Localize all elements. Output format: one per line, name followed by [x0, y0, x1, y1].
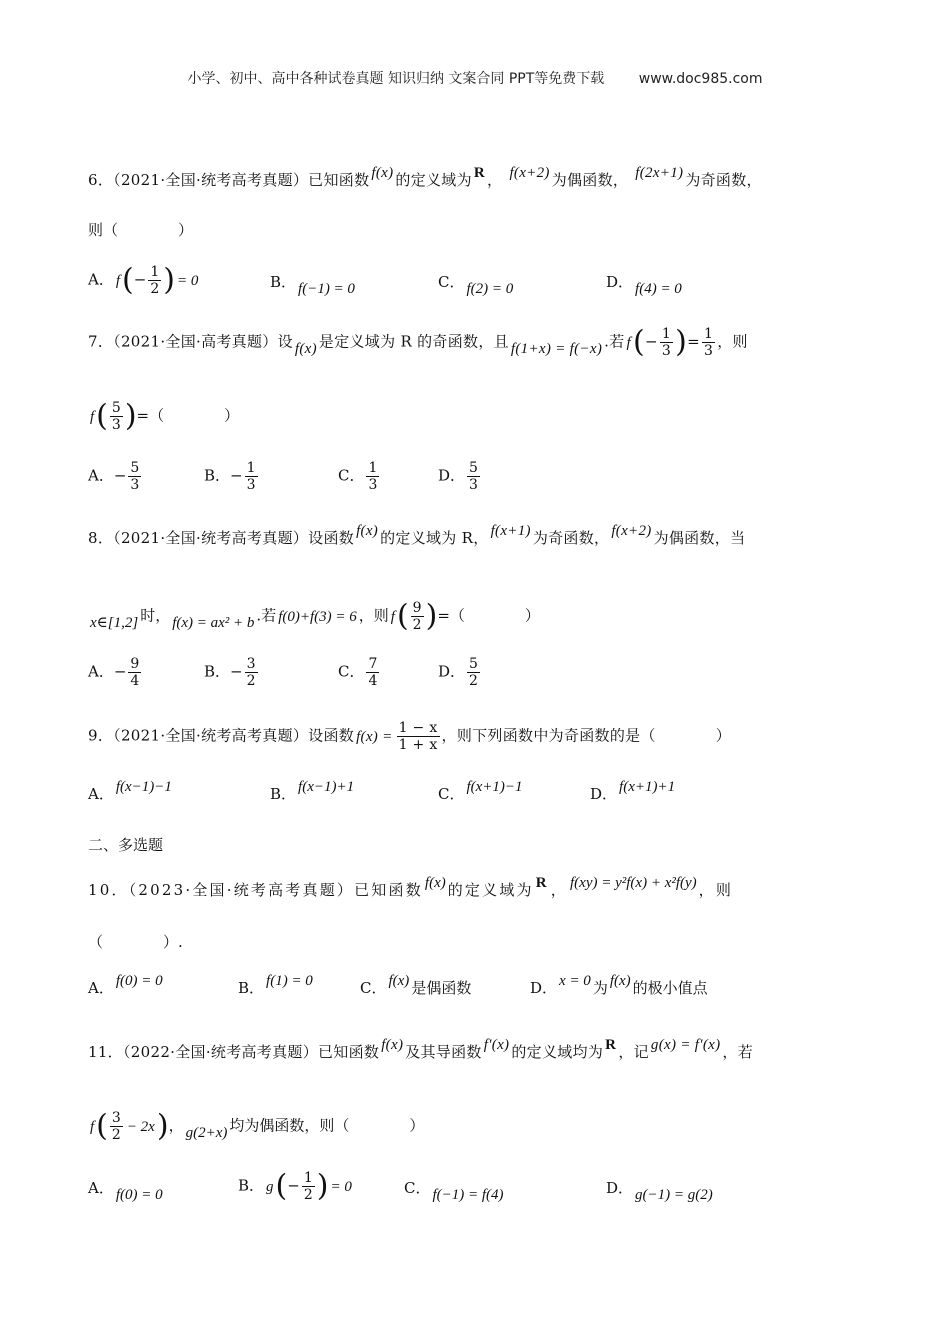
q9-def-pre: f(x) = — [356, 728, 393, 745]
q7-frac — [660, 326, 673, 359]
q6-then-open: 则（ — [88, 221, 119, 239]
q10-eq: f(xy) = y²f(x) + x²f(y) — [570, 875, 697, 891]
q9-option-a[interactable] — [88, 779, 174, 807]
q8-option-c-num: 7 — [368, 656, 378, 672]
q8-option-d-label: D． — [438, 662, 466, 681]
q10-option-c[interactable] — [360, 973, 472, 1001]
q6-option-b-label: B． — [270, 273, 297, 291]
q11-option-b-eq: = 0 — [330, 1178, 352, 1195]
q9-number: 9． — [88, 726, 114, 745]
q7-fx: f(x) — [294, 340, 317, 357]
q7-option-c-label: C． — [338, 466, 365, 485]
q6-option-a[interactable]: A． f(− $\frac{1}{2}$ ) = 0 — [88, 262, 199, 298]
q11-option-d-label: D． — [606, 1179, 634, 1197]
q6-option-a-den: 2 — [150, 281, 160, 297]
q9-option-c[interactable] — [438, 779, 525, 807]
q11-option-d-math: g(−1) = g(2) — [635, 1187, 713, 1203]
q7-ask-frac — [110, 400, 123, 433]
q10-comma: ， — [550, 881, 568, 899]
q11-option-b-g: g — [266, 1178, 274, 1195]
q8-text4: 时， — [140, 606, 171, 625]
q11-option-b-num: 1 — [303, 1170, 313, 1186]
question-11 — [88, 1037, 878, 1065]
q10-fx: f(x) — [424, 875, 446, 891]
q11-option-c[interactable] — [404, 1176, 506, 1201]
q6-option-d-math: f(4) = 0 — [635, 281, 682, 297]
q7-option-b-label: B． — [204, 466, 231, 485]
q9-option-a-label: A． — [88, 785, 114, 803]
q7-option-a-den: 3 — [130, 477, 140, 493]
q8-option-b-den: 2 — [246, 673, 256, 689]
q11-text5: 均为偶函数，则（ — [229, 1116, 350, 1135]
q6-then-close: ） — [178, 221, 194, 239]
q9-option-c-math: f(x+1)−1 — [466, 779, 523, 795]
q11-f-den: 2 — [111, 1127, 121, 1143]
q8-text3: 为偶函数，当 — [653, 529, 746, 547]
q7-option-c-num: 1 — [368, 460, 378, 476]
q8-option-a-num: 9 — [130, 656, 140, 672]
q8-option-b-label: B． — [204, 662, 231, 681]
q10-option-d-math2: f(x) — [609, 973, 631, 989]
q6-text2: 为偶函数， — [551, 171, 629, 189]
q10-option-a-label: A． — [88, 979, 114, 997]
q6-option-b[interactable] — [270, 270, 357, 295]
q11-f: f — [90, 1118, 95, 1135]
q8-option-c-label: C． — [338, 662, 365, 681]
q11-close: ） — [409, 1116, 425, 1135]
q7-ask-close: ） — [224, 406, 240, 425]
q11-line2: f( $\frac{3}{2}$ − 2x)， g(2+x) 均为偶函数，则（ ） — [90, 1108, 425, 1144]
question-6 — [88, 165, 878, 193]
q11-g2: g(2+x) — [185, 1124, 228, 1141]
q9-source: （2021·全国·统考高考真题）设函数 — [113, 726, 355, 745]
q7-option-d-label: D． — [438, 466, 466, 485]
q7-option-c-den: 3 — [368, 477, 378, 493]
q7-text3: ，则 — [717, 332, 748, 351]
q10-text1: 的定义域为 — [447, 881, 534, 899]
q11-option-a-math: f(0) = 0 — [115, 1187, 163, 1203]
q8-option-d-den: 2 — [469, 673, 478, 689]
q6-source: （2021·全国·统考高考真题）已知函数 — [113, 171, 370, 189]
q10-option-b-label: B． — [238, 979, 265, 997]
q7-ask-num: 5 — [111, 400, 121, 416]
q7-rhs-frac — [702, 326, 715, 359]
q8-ask-num: 9 — [412, 600, 422, 616]
q8-cond: x∈[1,2] — [90, 614, 139, 631]
q11-option-b-den: 2 — [303, 1187, 313, 1203]
q6-option-d[interactable] — [606, 270, 684, 295]
q7-ask-tail: =（ — [136, 406, 165, 425]
q9-option-b-math: f(x−1)+1 — [298, 779, 355, 795]
q6-option-a-frac — [148, 264, 161, 297]
q11-option-d[interactable] — [606, 1176, 715, 1201]
q10-ask — [88, 930, 878, 954]
q11-option-a-label: A． — [88, 1179, 114, 1197]
q9-option-b[interactable] — [270, 779, 356, 807]
q7-number: 7． — [88, 332, 114, 351]
q6-option-b-math: f(−1) = 0 — [298, 281, 355, 297]
q6-fx: f(x) — [371, 165, 394, 181]
q7-frac-num: 1 — [661, 326, 672, 342]
q8-number: 8． — [88, 529, 114, 547]
q8-fx2: f(x+2) — [611, 523, 652, 539]
q8-option-d-num: 5 — [469, 656, 478, 672]
q11-g: g(x) = f′(x) — [650, 1037, 721, 1053]
q9-option-d-label: D． — [590, 785, 618, 803]
q11-fpx: f′(x) — [483, 1037, 510, 1053]
q7-option-a-num: 5 — [130, 460, 140, 476]
q10-number: 10． — [88, 881, 129, 899]
q6-option-a-eq: = 0 — [176, 272, 199, 289]
q10-option-a-math: f(0) = 0 — [115, 973, 163, 989]
q9-option-a-math: f(x−1)−1 — [115, 779, 172, 795]
section-multi-choice: 二、多选题 — [88, 836, 164, 854]
q8-close: ） — [524, 606, 540, 625]
q9-def-num: 1 − x — [398, 720, 438, 736]
q8-option-a[interactable]: A．− $\frac{9}{4}$ — [88, 656, 140, 689]
q7-text2: .若 — [604, 332, 625, 351]
q11-text3: ，记 — [618, 1043, 649, 1061]
q9-close: ） — [715, 726, 732, 745]
q10-option-d-math: x = 0 — [559, 973, 591, 989]
question-10 — [88, 875, 878, 903]
q11-option-c-label: C． — [404, 1179, 431, 1197]
q8-def: f(x) = ax² + b — [172, 614, 255, 631]
q8-sum: f(0)+f(3) = 6 — [278, 608, 357, 625]
q8-text6: ，则 — [358, 606, 389, 625]
q9-option-b-label: B． — [270, 785, 297, 803]
q7-option-d-num: 5 — [469, 460, 478, 476]
q8-text5: .若 — [256, 606, 277, 625]
q10-option-c-math: f(x) — [388, 973, 410, 989]
q9-option-d[interactable] — [590, 779, 677, 807]
q9-def-den: 1 + x — [398, 737, 438, 753]
q7-option-b-num: 1 — [246, 460, 256, 476]
q11-fx: f(x) — [381, 1037, 404, 1053]
q11-text2: 的定义域均为 — [511, 1043, 604, 1061]
q6-text1: 的定义域为 — [395, 171, 472, 189]
q11-f-tail: − 2x — [126, 1118, 155, 1135]
q6-comma: ， — [487, 171, 503, 189]
q10-option-b[interactable] — [238, 973, 315, 1001]
q7-option-c[interactable] — [338, 460, 381, 493]
header-text: 小学、初中、高中各种试卷真题 知识归纳 文案合同 PPT等免费下载 — [187, 71, 605, 87]
q10-option-b-math: f(1) = 0 — [266, 973, 313, 989]
q8-fx: f(x) — [356, 523, 379, 539]
q11-text4: ，若 — [722, 1043, 753, 1061]
q6-f2x1: f(2x+1) — [635, 165, 684, 181]
q6-option-c-label: C． — [438, 273, 465, 291]
q7-text1: 是定义域为 R 的奇函数，且 — [318, 332, 509, 351]
q6-option-a-label: A． — [88, 270, 114, 289]
q10-ask-open: （ — [88, 933, 104, 951]
q7-frac-den: 3 — [661, 343, 672, 359]
q9-text1: ，则下列函数中为奇函数的是（ — [441, 726, 656, 745]
q7-option-b[interactable]: B．− $\frac{1}{3}$ — [204, 460, 256, 493]
q8-option-a-den: 4 — [130, 673, 140, 689]
q11-R: R — [605, 1037, 617, 1053]
q11-option-b[interactable]: B． g(− $\frac{1}{2}$ ) = 0 — [238, 1168, 352, 1204]
q7-rhs-num: 1 — [703, 326, 714, 342]
q11-option-a[interactable] — [88, 1176, 165, 1201]
q6-text3: 为奇函数， — [685, 171, 762, 189]
q8-ask-den: 2 — [412, 617, 422, 633]
q8-source: （2021·全国·统考高考真题）设函数 — [113, 529, 355, 547]
q10-option-c-label: C． — [360, 979, 387, 997]
q7-eq: f(1+x) = f(−x) — [510, 340, 603, 357]
q8-fx1: f(x+1) — [490, 523, 531, 539]
q6-number: 6． — [88, 171, 114, 189]
q9-option-c-label: C． — [438, 785, 465, 803]
q8-ask-tail: =（ — [437, 606, 465, 625]
q11-option-c-math: f(−1) = f(4) — [432, 1187, 504, 1203]
q10-text2: ，则 — [698, 881, 734, 899]
q10-option-d-text2: 的极小值点 — [632, 979, 708, 997]
q7-rhs-den: 3 — [703, 343, 714, 359]
q8-option-a-label: A． — [88, 662, 114, 681]
q10-option-d[interactable] — [530, 973, 708, 1001]
q10-option-c-text: 是偶函数 — [411, 979, 472, 997]
q7-option-a[interactable]: A．− $\frac{5}{3}$ — [88, 460, 140, 493]
page-header — [0, 68, 950, 88]
q8-option-b[interactable]: B．− $\frac{3}{2}$ — [204, 656, 256, 689]
q11-comma: ， — [168, 1116, 184, 1135]
q8-text2: 为奇函数， — [532, 529, 610, 547]
q6-option-a-f: f — [115, 272, 121, 289]
q6-fx2: f(x+2) — [509, 165, 550, 181]
q11-f-num: 3 — [111, 1110, 121, 1126]
q10-ask-close: ）. — [163, 933, 183, 951]
question-9 — [88, 720, 878, 753]
q7-option-b-den: 3 — [246, 477, 256, 493]
header-site: www.doc985.com — [638, 71, 763, 87]
q7-ask-den: 3 — [111, 417, 121, 433]
q11-text1: 及其导函数 — [405, 1043, 482, 1061]
q11-option-b-label: B． — [238, 1176, 265, 1195]
q7-option-a-label: A． — [88, 466, 114, 485]
q6-option-c[interactable] — [438, 270, 515, 295]
q8-option-c-den: 4 — [368, 673, 378, 689]
q8-text1: 的定义域为 R， — [380, 529, 489, 547]
q6-option-a-num: 1 — [150, 264, 160, 280]
q10-option-a[interactable] — [88, 973, 165, 1001]
q6-option-c-math: f(2) = 0 — [466, 281, 514, 297]
q7-option-d[interactable] — [438, 460, 482, 493]
q11-number: 11． — [88, 1043, 123, 1061]
q7-option-d-den: 3 — [469, 477, 478, 493]
q8-option-d[interactable] — [438, 656, 482, 689]
q10-source: （2023·全国·统考高考真题）已知函数 — [128, 881, 423, 899]
q11-source: （2022·全国·统考高考真题）已知函数 — [123, 1043, 380, 1061]
q9-option-d-math: f(x+1)+1 — [619, 779, 676, 795]
q8-line2: x∈[1,2] 时， f(x) = ax² + b .若 f(0)+f(3) = 6 ，则 f( $\frac{9}{2}$ )=（ ） — [90, 598, 540, 634]
question-7: 7．（2021·全国·高考真题）设 f(x) 是定义域为 R 的奇函数，且 f(1+x) = f(−x) .若 f(− $\frac{1}{3}$ )= $\frac{1}{3}$ ，则 — [88, 324, 748, 360]
q7-source: （2021·全国·高考真题）设 — [113, 332, 293, 351]
q7-ask: f( $\frac{5}{3}$ )=（ ） — [90, 398, 240, 434]
q6-then — [88, 218, 878, 242]
q8-option-c[interactable] — [338, 656, 381, 689]
q10-option-d-text1: 为 — [592, 979, 608, 997]
q6-option-d-label: D． — [606, 273, 634, 291]
q8-option-b-num: 3 — [246, 656, 256, 672]
q6-R: R — [473, 165, 486, 181]
q10-option-d-label: D． — [530, 979, 558, 997]
q10-R: R — [535, 875, 549, 891]
question-8 — [88, 523, 878, 551]
